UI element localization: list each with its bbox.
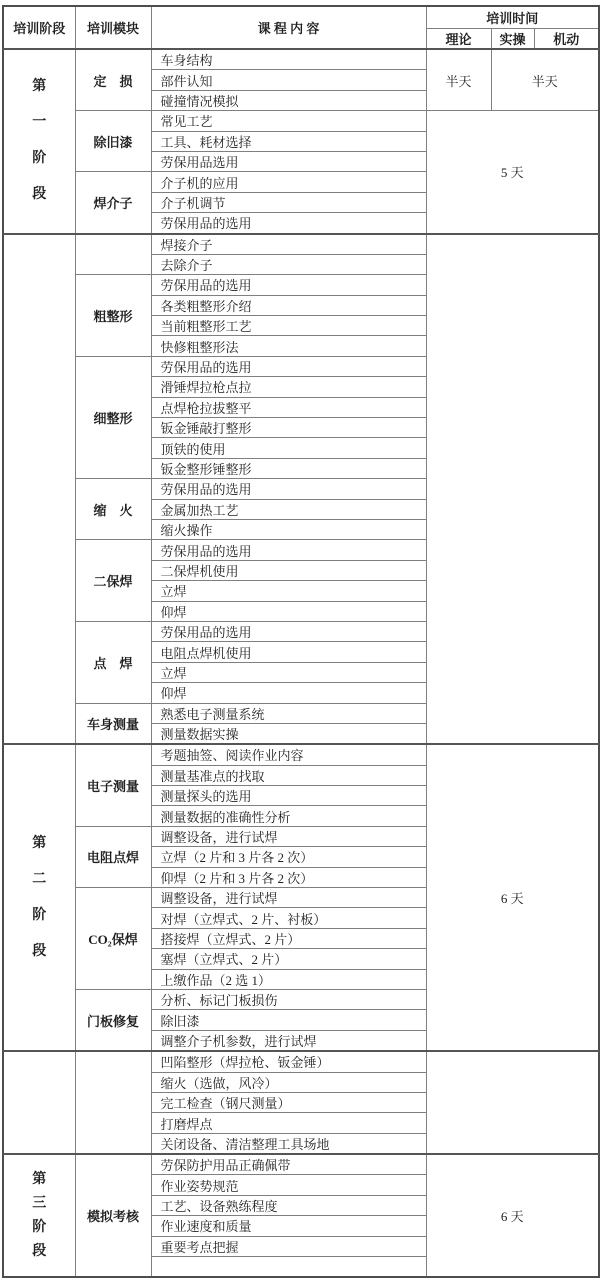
phase-label-char: 一 bbox=[32, 115, 47, 131]
course-content-cell: 立焊（2 片和 3 片各 2 次） bbox=[151, 847, 426, 867]
module-cell bbox=[75, 1051, 151, 1154]
course-content-cell: 上缴作品（2 选 1） bbox=[151, 969, 426, 989]
training-schedule-table bbox=[2, 5, 600, 1278]
course-content-cell: 凹陷整形（焊拉枪、钣金锤） bbox=[151, 1051, 426, 1072]
module-cell: 缩 火 bbox=[75, 479, 151, 540]
table-header bbox=[3, 6, 599, 49]
course-content-cell: 常见工艺 bbox=[151, 111, 426, 131]
course-content-cell: 工艺、设备熟练程度 bbox=[151, 1195, 426, 1215]
module-cell: CO₂保焊 bbox=[75, 888, 151, 990]
header-content: 课 程 内 容 bbox=[151, 6, 426, 49]
phase-label-char: 阶 bbox=[32, 1219, 47, 1235]
course-content-cell: 完工检查（钢尺测量） bbox=[151, 1092, 426, 1112]
course-row bbox=[3, 234, 599, 255]
course-content-cell: 钣金锤敲打整形 bbox=[151, 418, 426, 438]
course-content-cell: 测量探头的选用 bbox=[151, 786, 426, 806]
course-content-cell: 钣金整形锤整形 bbox=[151, 458, 426, 478]
phase-cell bbox=[3, 49, 75, 234]
course-row bbox=[3, 1154, 599, 1175]
phase-label-char: 第 bbox=[32, 79, 47, 95]
course-content-cell: 仰焊（2 片和 3 片各 2 次） bbox=[151, 867, 426, 887]
phase-cell bbox=[3, 744, 75, 1051]
course-content-cell: 劳保用品选用 bbox=[151, 151, 426, 171]
course-content-cell: 劳保用品的选用 bbox=[151, 479, 426, 499]
course-content-cell: 调整设备，进行试焊 bbox=[151, 826, 426, 846]
phase-label-char: 二 bbox=[32, 871, 47, 887]
time-cell: 6 天 bbox=[426, 1154, 599, 1277]
course-content-cell: 电阻点焊机使用 bbox=[151, 642, 426, 662]
course-content-cell: 立焊 bbox=[151, 662, 426, 682]
header-phase: 培训阶段 bbox=[3, 6, 75, 49]
course-content-cell: 劳保用品的选用 bbox=[151, 621, 426, 641]
course-row bbox=[3, 744, 599, 765]
course-content-cell: 碰撞情况模拟 bbox=[151, 90, 426, 110]
course-content-cell: 仰焊 bbox=[151, 683, 426, 703]
course-content-cell: 除旧漆 bbox=[151, 1010, 426, 1030]
course-content-cell: 顶铁的使用 bbox=[151, 438, 426, 458]
course-content-cell: 工具、耗材选择 bbox=[151, 131, 426, 151]
module-cell: 细整形 bbox=[75, 356, 151, 478]
course-content-cell: 塞焊（立焊式、2 片） bbox=[151, 949, 426, 969]
course-content-cell: 金属加热工艺 bbox=[151, 499, 426, 519]
module-cell: 除旧漆 bbox=[75, 111, 151, 172]
header-row-top bbox=[3, 6, 599, 29]
course-content-cell: 调整介子机参数，进行试焊 bbox=[151, 1030, 426, 1051]
course-content-cell: 调整设备，进行试焊 bbox=[151, 888, 426, 908]
course-row bbox=[3, 1051, 599, 1072]
course-content-cell: 缩火（选做，风冷） bbox=[151, 1072, 426, 1092]
time-cell: 6 天 bbox=[426, 744, 599, 1051]
module-cell: 车身测量 bbox=[75, 703, 151, 744]
course-content-cell: 劳保防护用品正确佩带 bbox=[151, 1154, 426, 1175]
header-flex: 机动 bbox=[534, 29, 599, 50]
phase-label-char: 阶 bbox=[32, 907, 47, 923]
module-cell bbox=[75, 234, 151, 275]
time-cell: 5 天 bbox=[426, 111, 599, 234]
module-cell: 模拟考核 bbox=[75, 1154, 151, 1277]
phase-cell bbox=[3, 1154, 75, 1277]
phase-label-char: 第 bbox=[32, 835, 47, 851]
time-cell: 半天 bbox=[426, 49, 491, 111]
course-content-cell: 仰焊 bbox=[151, 601, 426, 621]
module-cell: 电子测量 bbox=[75, 744, 151, 826]
course-content-cell: 各类粗整形介绍 bbox=[151, 295, 426, 315]
course-content-cell: 快修粗整形法 bbox=[151, 336, 426, 356]
header-time: 培训时间 bbox=[426, 6, 599, 29]
table-body bbox=[3, 49, 599, 1277]
module-cell: 门板修复 bbox=[75, 989, 151, 1051]
course-content-cell: 测量数据的准确性分析 bbox=[151, 806, 426, 826]
course-content-cell: 考题抽签、阅读作业内容 bbox=[151, 744, 426, 765]
course-content-cell: 介子机调节 bbox=[151, 192, 426, 212]
phase-label-char: 段 bbox=[32, 1243, 47, 1259]
course-content-cell: 部件认知 bbox=[151, 70, 426, 90]
course-content-cell: 测量数据实操 bbox=[151, 723, 426, 744]
phase-cell bbox=[3, 234, 75, 745]
time-cell: 半天 bbox=[491, 49, 599, 111]
course-content-cell: 作业姿势规范 bbox=[151, 1175, 426, 1195]
phase-label-char: 三 bbox=[32, 1195, 47, 1211]
course-content-cell: 重要考点把握 bbox=[151, 1236, 426, 1256]
header-module: 培训模块 bbox=[75, 6, 151, 49]
time-cell bbox=[426, 1051, 599, 1154]
module-cell: 粗整形 bbox=[75, 275, 151, 357]
module-cell: 点 焊 bbox=[75, 621, 151, 703]
course-content-cell: 点焊枪拉拔整平 bbox=[151, 397, 426, 417]
course-content-cell: 二保焊机使用 bbox=[151, 560, 426, 580]
course-content-cell: 对焊（立焊式、2 片、衬板） bbox=[151, 908, 426, 928]
header-practice: 实操 bbox=[491, 29, 534, 50]
phase-label-char: 阶 bbox=[32, 151, 47, 167]
course-content-cell: 劳保用品的选用 bbox=[151, 275, 426, 295]
course-content-cell: 搭接焊（立焊式、2 片） bbox=[151, 928, 426, 948]
header-theory: 理论 bbox=[426, 29, 491, 50]
course-content-cell bbox=[151, 1257, 426, 1278]
course-content-cell: 焊接介子 bbox=[151, 234, 426, 255]
phase-label-char: 第 bbox=[32, 1171, 47, 1187]
course-content-cell: 劳保用品的选用 bbox=[151, 356, 426, 376]
course-content-cell: 立焊 bbox=[151, 581, 426, 601]
course-content-cell: 去除介子 bbox=[151, 254, 426, 274]
phase-label-char: 段 bbox=[32, 187, 47, 203]
course-content-cell: 关闭设备、清洁整理工具场地 bbox=[151, 1133, 426, 1154]
course-content-cell: 分析、标记门板损伤 bbox=[151, 989, 426, 1009]
course-content-cell: 劳保用品的选用 bbox=[151, 540, 426, 560]
course-row bbox=[3, 111, 599, 131]
module-cell: 定 损 bbox=[75, 49, 151, 111]
course-content-cell: 滑锤焊拉枪点拉 bbox=[151, 377, 426, 397]
course-content-cell: 测量基准点的找取 bbox=[151, 765, 426, 785]
time-cell bbox=[426, 234, 599, 745]
course-content-cell: 当前粗整形工艺 bbox=[151, 316, 426, 336]
module-cell: 焊介子 bbox=[75, 172, 151, 234]
course-content-cell: 作业速度和质量 bbox=[151, 1216, 426, 1236]
course-content-cell: 车身结构 bbox=[151, 49, 426, 70]
course-row bbox=[3, 49, 599, 70]
course-content-cell: 熟悉电子测量系统 bbox=[151, 703, 426, 723]
module-cell: 二保焊 bbox=[75, 540, 151, 622]
course-content-cell: 劳保用品的选用 bbox=[151, 213, 426, 234]
module-cell: 电阻点焊 bbox=[75, 826, 151, 887]
course-content-cell: 缩火操作 bbox=[151, 519, 426, 539]
phase-cell bbox=[3, 1051, 75, 1154]
phase-label-char: 段 bbox=[32, 943, 47, 959]
course-content-cell: 打磨焊点 bbox=[151, 1113, 426, 1133]
course-content-cell: 介子机的应用 bbox=[151, 172, 426, 192]
